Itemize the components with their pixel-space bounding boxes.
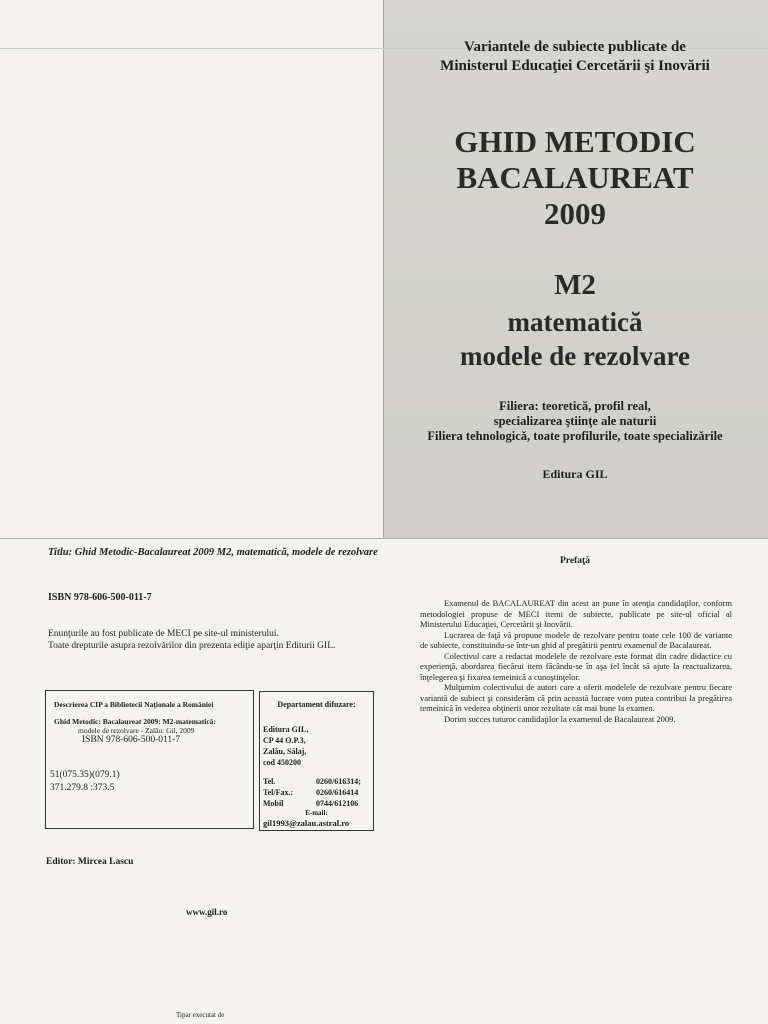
cip-box: [45, 690, 254, 829]
cover-header-line1: Variantele de subiecte publicate de: [464, 39, 686, 55]
distribution-line4: cod 450200: [263, 758, 301, 767]
distribution-box: [259, 691, 374, 831]
page-divider: [383, 0, 384, 538]
distribution-line2: CP 44 O.P.3,: [263, 736, 306, 745]
cover-title-line1: GHID METODIC: [454, 124, 696, 159]
editor-credit: Editor: Mircea Lascu: [46, 857, 134, 867]
distribution-header: Departament difuzare:: [277, 700, 356, 709]
cover-title-year: 2009: [544, 196, 606, 231]
email-label: E-mail:: [305, 809, 328, 817]
fax-label: Tel/Fax.:: [263, 788, 294, 797]
cover-subject: matematică: [507, 307, 643, 337]
cover-title-line2: BACALAUREAT: [456, 160, 694, 195]
cover-subject-sub: modele de rezolvare: [460, 341, 690, 371]
website-link[interactable]: www.gil.ro: [186, 907, 228, 917]
cover-filiera-line2: specializarea ştiinţe ale naturii: [493, 414, 657, 428]
preface-paragraph-3: Colectivul care a redactat modelele de rezolvare este format din cadre didactice cu experienţă, abordarea fiecărui item făcându-se în aşa fel încât să ajute la reactualizarea, înţelegerea şi fixarea temeinică a cunoştinţelor.: [420, 650, 732, 682]
rights-note-line2: Toate drepturile asupra rezolvărilor din prezenta ediţie aparţin Editurii GIL.: [48, 641, 336, 651]
distribution-line1: Editura GIL,: [263, 725, 309, 734]
isbn: ISBN 978-606-500-011-7: [48, 592, 152, 603]
email-value: gil1993@zalau.astral.ro: [263, 818, 350, 828]
cip-header: Descrierea CIP a Bibliotecii Naţionale a României: [54, 700, 214, 709]
preface-paragraph-2: Lucrarea de faţă vă propune modele de rezolvare pentru toate cele 100 de variante de subiecte, constituindu-se într-un ghid al pregătirii pentru examenul de Bacalaureat.: [420, 629, 732, 650]
rights-note-line1: Enunţurile au fost publicate de MECI pe site-ul ministerului.: [48, 629, 279, 639]
book-title-value: Ghid Metodic-Bacalaureat 2009 M2, matematică, modele de rezolvare: [74, 547, 378, 558]
cover-m2: M2: [554, 269, 596, 301]
preface-paragraph-1: Examenul de BACALAUREAT din acest an pune în atenţia candidaţilor, conform metodologiei propuse de MECI itemi de subiecte, publicate pe site-ul oficial al Ministerului Educaţiei, Cercetării şi Inovării.: [420, 598, 732, 629]
cip-line2: modele de rezolvare - Zalău: Gil, 2009: [78, 726, 195, 735]
cip-class1: 51(075.35)(079.1): [50, 770, 120, 780]
cover-filiera-line1: Filiera: teoretică, profil real,: [499, 399, 651, 413]
fax-value: 0260/616414: [316, 788, 359, 797]
mobil-value: 0744/612106: [316, 799, 359, 808]
page-break-line: [0, 538, 768, 539]
mobil-label: Mobil: [263, 799, 284, 808]
distribution-line3: Zalău, Sălaj,: [263, 747, 307, 756]
preface-body: [420, 598, 732, 724]
cover-publisher: Editura GIL: [542, 467, 608, 481]
cip-class2: 371.279.8 :373.5: [50, 783, 115, 793]
tel-value: 0260/616314;: [316, 777, 361, 786]
tel-label: Tel.: [263, 777, 276, 786]
print-note: Tipar executat de: [176, 1011, 225, 1019]
preface-paragraph-5: Dorim succes tuturor candidaţilor la examenul de Bacalaureat 2009.: [444, 713, 676, 724]
book-title-label: Titlu:: [48, 547, 73, 558]
cip-isbn: ISBN 978-606-500-011-7: [82, 735, 181, 745]
cip-line1: Ghid Metodic: Bacalaureat 2009: M2-matematică:: [54, 717, 216, 726]
preface-title: Prefaţă: [560, 556, 590, 566]
book-title-line: [48, 547, 378, 558]
preface-paragraph-4: Mulţumim colectivului de autori care a oferit modelele de rezolvare pentru fiecare variantă de subiect şi considerăm că prin această lucrare vom putea contribui la pregătirea temeinică în vederea obţinerii unor rezultate cât mai bune la examen.: [420, 682, 732, 713]
cover-header-line2: Ministerul Educaţiei Cercetării şi Inovării: [440, 58, 710, 74]
cover-filiera-line3: Filiera tehnologică, toate profilurile, toate specializările: [427, 429, 723, 443]
